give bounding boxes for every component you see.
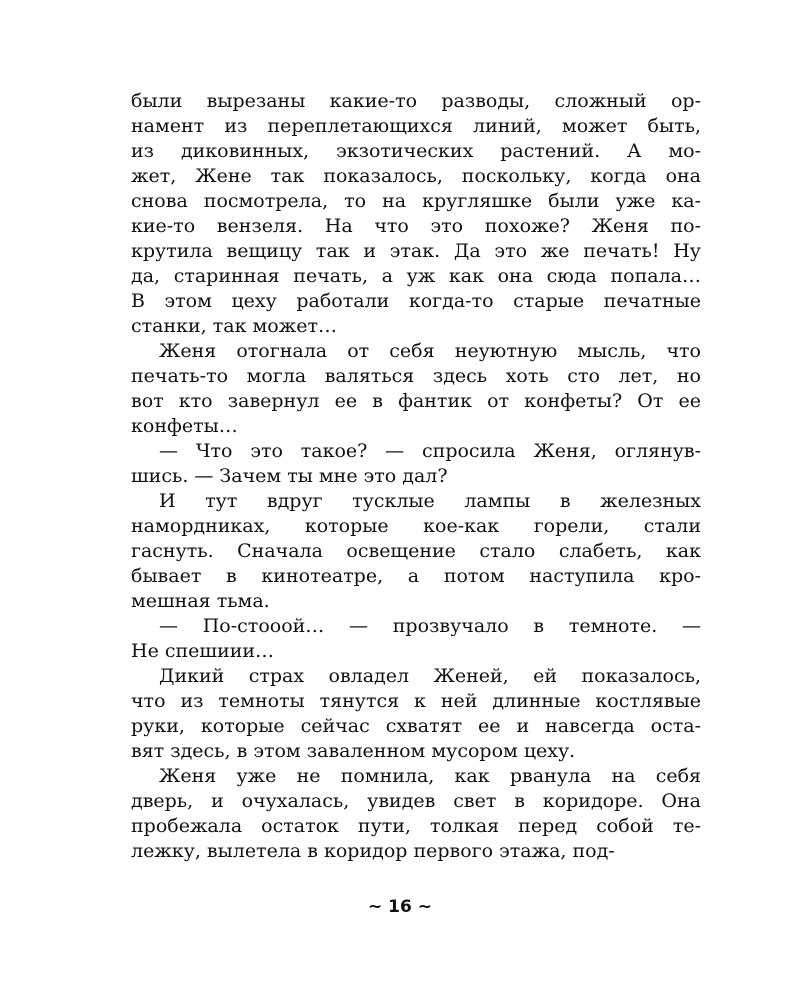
body-text (131, 89, 701, 864)
text-line: кие-то вензеля. На что это похоже? Женя по- (131, 215, 701, 237)
text-line: Дикий страх овладел Женей, ей показалось, (159, 665, 701, 687)
page-number: ~ 16 ~ (368, 897, 432, 917)
text-line: Женя уже не помнила, как рванула на себя (159, 765, 701, 787)
text-line: конфеты… (131, 415, 238, 437)
text-line: Женя отогнала от себя неуютную мысль, что (159, 340, 701, 362)
text-line: — Что это такое? — спросила Женя, оглянув- (159, 440, 701, 462)
text-line: руки, которые сейчас схватят ее и навсегда оста- (131, 715, 701, 737)
paragraph (131, 664, 701, 764)
text-line: из диковинных, экзотических растений. А мо- (131, 140, 701, 162)
text-line: — По-стооой… — прозвучало в темноте. — (159, 615, 701, 637)
paragraph (131, 89, 701, 339)
text-line: лежку, вылетела в коридор первого этажа, под- (131, 840, 615, 862)
text-line: печать-то могла валяться здесь хоть сто лет, но (131, 365, 701, 387)
text-line: да, старинная печать, а уж как она сюда попала… (131, 265, 701, 287)
text-line: вят здесь, в этом заваленном мусором цеху. (131, 740, 576, 762)
text-line: жет, Жене так показалось, поскольку, когда она (131, 165, 701, 187)
text-line: гаснуть. Сначала освещение стало слабеть, как (131, 540, 701, 562)
text-line: дверь, и очухалась, увидев свет в коридоре. Она (131, 790, 701, 812)
text-line: бывает в кинотеатре, а потом наступила кро- (131, 565, 701, 587)
text-line: станки, так может… (131, 315, 337, 337)
paragraph (131, 614, 701, 664)
text-line: снова посмотрела, то на кругляшке были уже ка- (131, 190, 701, 212)
text-line: И тут вдруг тусклые лампы в железных (159, 490, 701, 512)
text-line: намордниках, которые кое-как горели, стали (131, 515, 701, 537)
text-line: вот кто завернул ее в фантик от конфеты? От ее (131, 390, 701, 412)
paragraph (131, 339, 701, 439)
text-line: крутила вещицу так и этак. Да это же печать! Ну (131, 240, 701, 262)
text-line: мешная тьма. (131, 590, 270, 612)
text-line: пробежала остаток пути, толкая перед собой те- (131, 815, 701, 837)
text-line: В этом цеху работали когда-то старые печатные (131, 290, 701, 312)
text-line: шись. — Зачем ты мне это дал? (131, 465, 448, 487)
text-line: что из темноты тянутся к ней длинные костлявые (131, 690, 701, 712)
paragraph (131, 764, 701, 864)
text-line: Не спешиии… (131, 640, 275, 662)
paragraph (131, 489, 701, 614)
paragraph (131, 439, 701, 489)
text-line: были вырезаны какие-то разводы, сложный ор- (131, 90, 701, 112)
text-line: намент из переплетающихся линий, может быть, (131, 115, 701, 137)
